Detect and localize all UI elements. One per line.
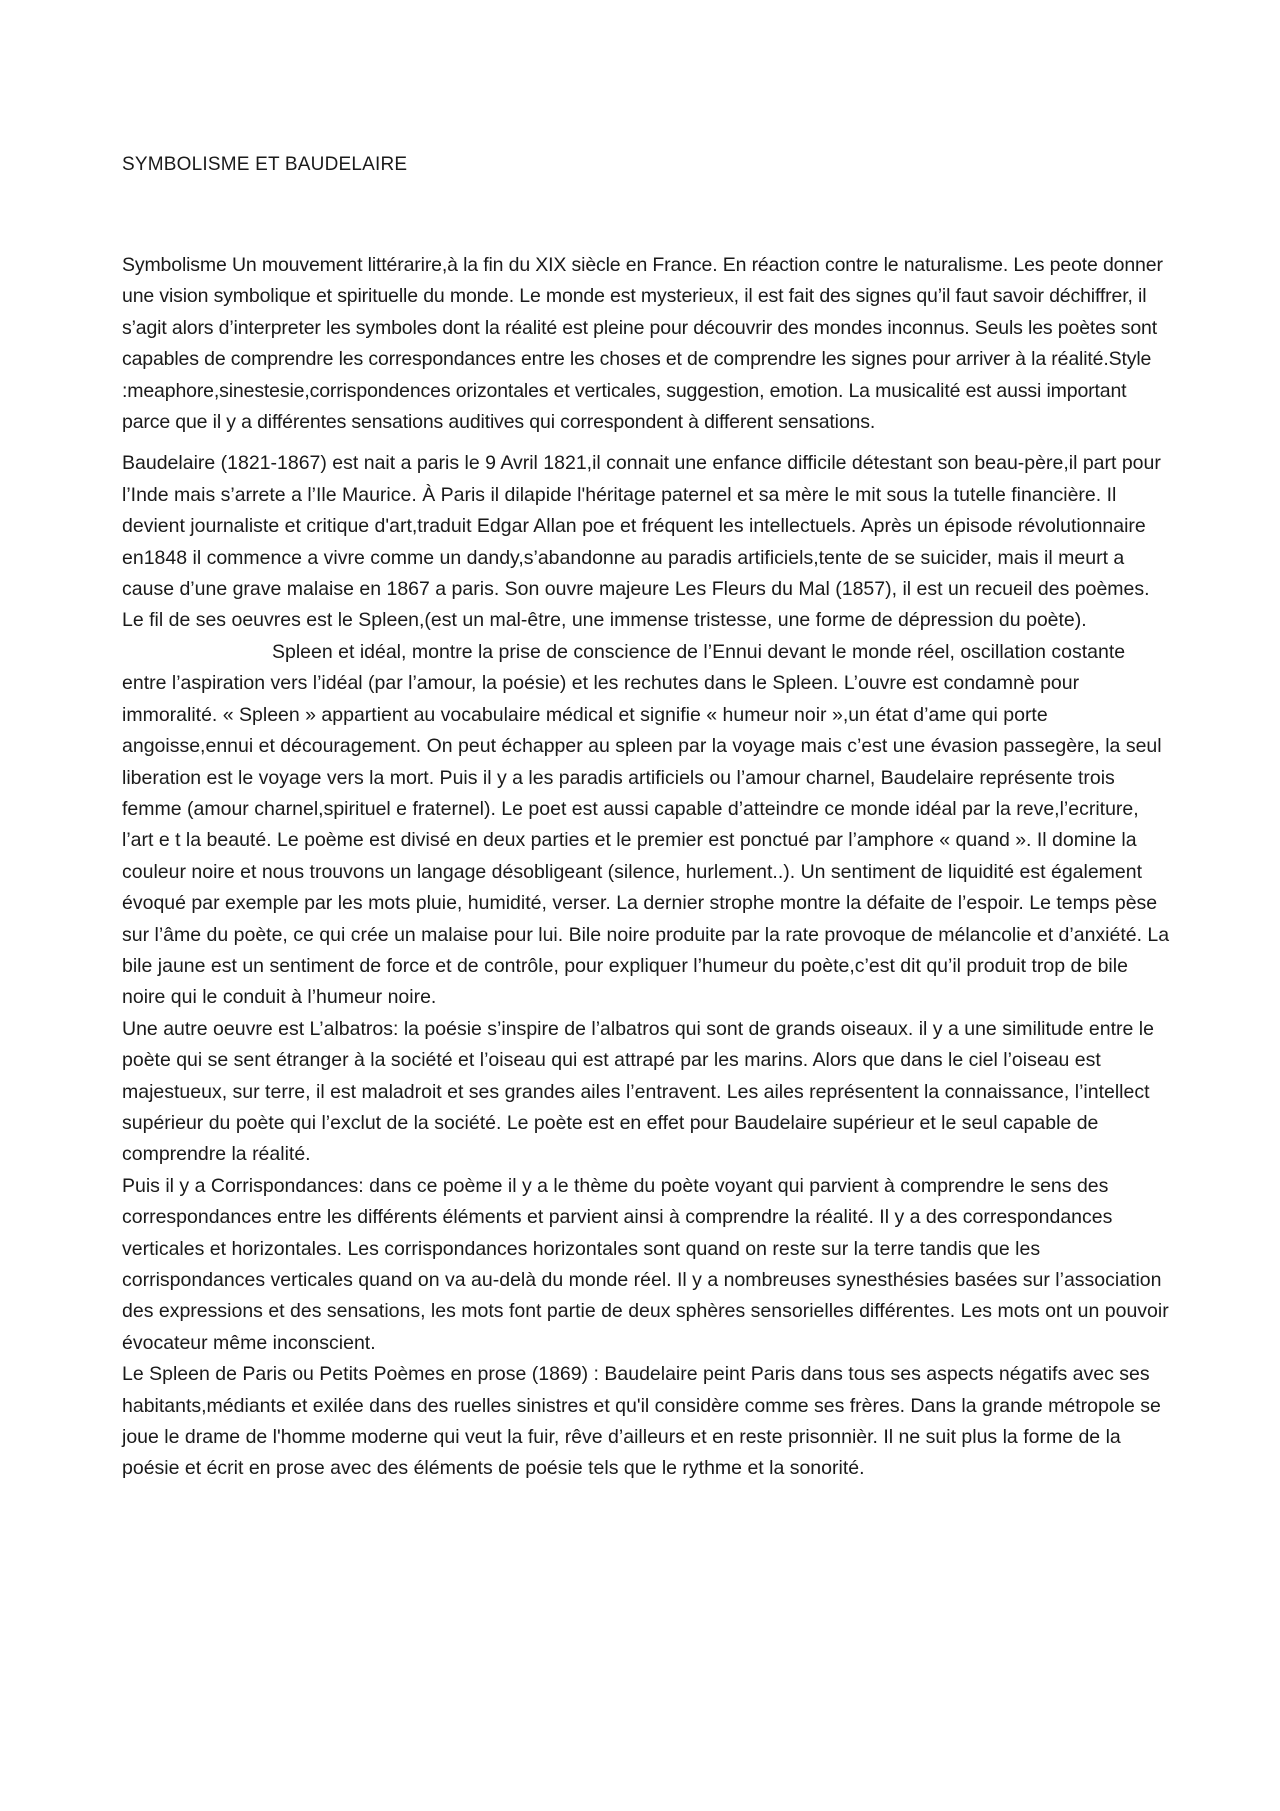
paragraph-spleen (122, 605, 1170, 1013)
paragraph-baudelaire: Baudelaire (1821-1867) est nait a paris le 9 Avril 1821,il connait une enfance difficile détestant son beau-père,il part pour l’Inde mais s’arrete a l’Ile Maurice. À Paris il dilapide l'héritage paternel et sa mère le mit sous la tutelle financière. Il devient journaliste et critique d'art,traduit Edgar Allan poe et fréquent les intellectuels. Après un épisode révolutionnaire en1848 il commence a vivre comme un dandy,s’abandonne au paradis artificiels,tente de se suicider, mais il meurt a cause d’une grave malaise en 1867 a paris. Son ouvre majeure Les Fleurs du Mal (1857), il est un recueil des poèmes. (122, 452, 1161, 601)
paragraph-spleen-de-paris: Le Spleen de Paris ou Petits Poèmes en prose (1869) : Baudelaire peint Paris dans tous ses aspects négatifs avec ses habitants,médiants et exilée dans des ruelles sinistres et qu'il considère comme ses frères. Dans la grande métropole se joue le drame de l'homme moderne qui veut la fuir, rêve d’ailleurs et en reste prisonnièr. Il ne suit plus la forme de la poésie et écrit en prose avec des éléments de poésie tels que le rythme et la sonorité. (122, 1363, 1161, 1480)
document-body (122, 250, 1170, 1485)
paragraph-spleen-ideal: Spleen et idéal, montre la prise de conscience de l’Ennui devant le monde réel, oscillation costante entre l’aspiration vers l’idéal (par l’amour, la poésie) et les rechutes dans le Spleen. L’ouvre est condamnè pour immoralité. « Spleen » appartient au vocabulaire médical et signifie « humeur noir »,un état d’ame qui porte angoisse,ennui et découragement. On peut échapper au spleen par la voyage mais c’est une évasion passegère, la seul liberation est le voyage vers la mort. Puis il y a les paradis artificiels ou l’amour charnel, Baudelaire représente trois femme (amour charnel,spirituel e fraternel). Le poet est aussi capable d’atteindre ce monde idéal par la reve,l’ecriture, l’art e t la beauté. Le poème est divisé en deux parties et le premier est ponctué par l’amphore « quand ». Il domine la couleur noire et nous trouvons un langage désobligeant (silence, hurlement..). Un sentiment de liquidité est également évoqué par exemple par les mots pluie, humidité, verser. La dernier strophe montre la défaite de l’espoir. Le temps pèse sur l’âme du poète, ce qui crée un malaise pour lui. Bile noire produite par la rate provoque de mélancolie et d’anxiété. La bile jaune est un sentiment de force et de contrôle, pour expliquer l’humeur du poète,c’est dit qu’il produit trop de bile noire qui le conduit à l’humeur noire. (122, 640, 1170, 1009)
paragraph-spleen-intro: Le fil de ses oeuvres est le Spleen,(est un mal-être, une immense tristesse, une forme de dépression du poète). (122, 609, 1087, 632)
paragraph-symbolisme: Symbolisme Un mouvement littérarire,à la fin du XIX siècle en France. En réaction contre le naturalisme. Les peote donner une vision symbolique et spirituelle du monde. Le monde est mysterieux, il est fait des signes qu’il faut savoir déchiffrer, il s’agit alors d’interpreter les symboles dont la réalité est pleine pour découvrir des mondes inconnus. Seuls les poètes sont capables de comprendre les correspondances entre les choses et de comprendre les signes pour arriver à la réalité.Style :meaphore,sinestesie,corrispondences orizontales et verticales, suggestion, emotion. La musicalité est aussi important parce que il y a différentes sensations auditives qui correspondent à different sensations. (122, 254, 1163, 434)
paragraph-correspondances: Puis il y a Corrispondances: dans ce poème il y a le thème du poète voyant qui parvient à comprendre le sens des correspondances entre les différents éléments et parvient ainsi à comprendre la réalité. Il y a des correspondances verticales et horizontales. Les corrispondances horizontales sont quand on reste sur la terre tandis que les corrispondances verticales quand on va au-delà du monde réel. Il y a nombreuses synesthésies basées sur l’association des expressions et des sensations, les mots font partie de deux sphères sensorielles différentes. Les mots ont un pouvoir évocateur même inconscient. (122, 1174, 1169, 1354)
paragraph-albatros: Une autre oeuvre est L’albatros: la poésie s’inspire de l’albatros qui sont de grands oiseaux. il y a une similitude entre le poète qui se sent étranger à la société et l’oiseau qui est attrapé par les marins. Alors que dans le ciel l’oiseau est majestueux, sur terre, il est maladroit et ses grandes ailes l’entravent. Les ailes représentent la connaissance, l’intellect supérieur du poète qui l’exclut de la société. Le poète est en effet pour Baudelaire supérieur et le seul capable de comprendre la réalité. (122, 1017, 1154, 1166)
document-title: SYMBOLISME ET BAUDELAIRE (122, 154, 408, 175)
